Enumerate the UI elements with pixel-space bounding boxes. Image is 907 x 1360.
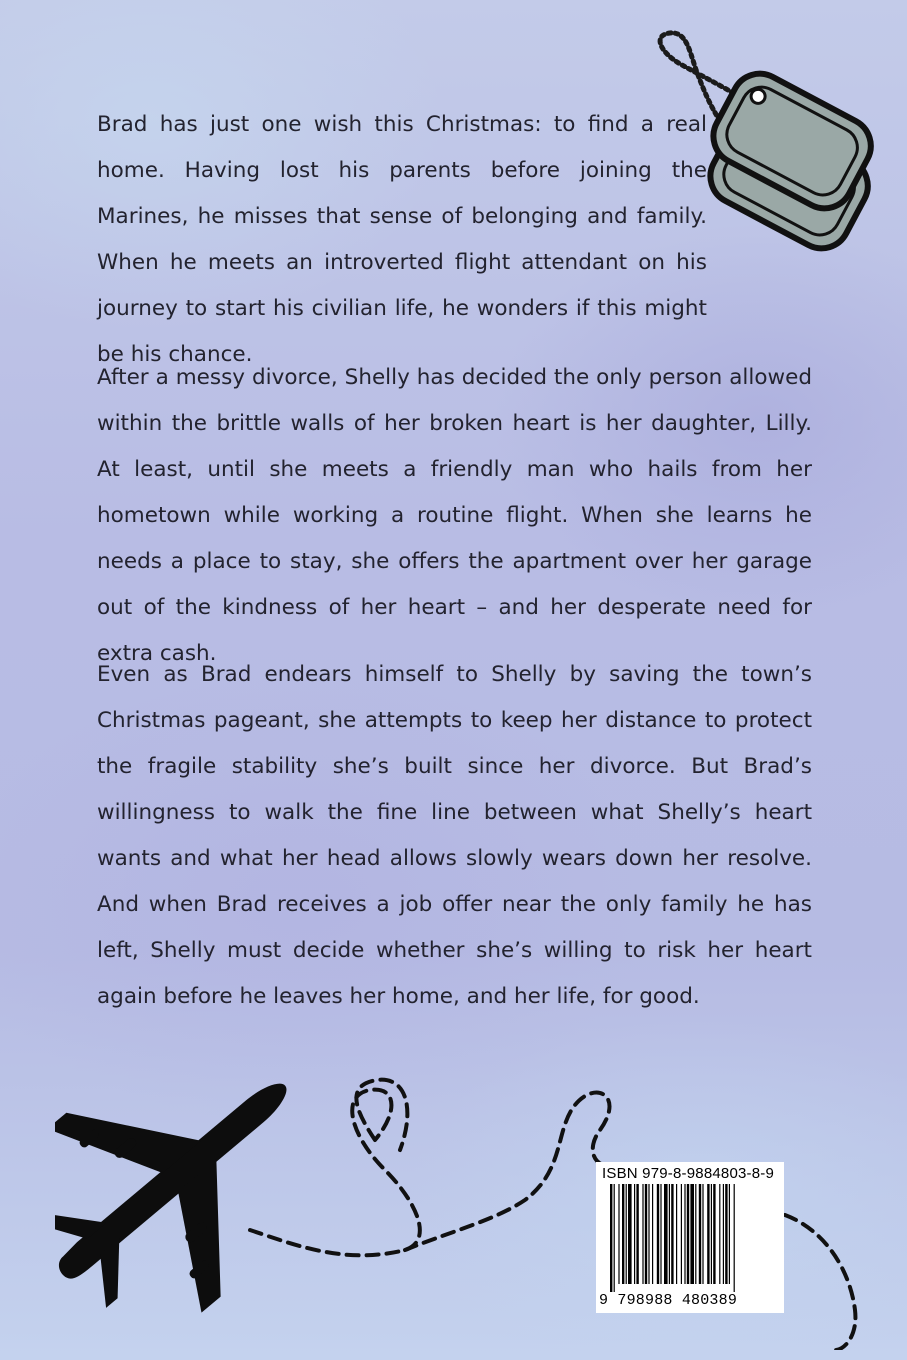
barcode-bar bbox=[687, 1184, 689, 1284]
blurb-paragraph-3: Even as Brad endears himself to Shelly by saving the town’s Christmas pageant, she attempts to keep her distance to protect the fragile stability she’s built since her divorce. But Brad’s willingness to walk the fine line between what Shelly’s heart wants and what her head allows slowly wears down her resolve. And when Brad receives a job offer near the only family he has left, Shelly must decide whether she’s willing to risk her heart again before he leaves her home, and her life, for good. bbox=[97, 662, 812, 1009]
barcode-bar bbox=[684, 1184, 685, 1284]
barcode-bar bbox=[729, 1184, 730, 1284]
barcode-bar bbox=[626, 1184, 627, 1284]
barcode-bar bbox=[648, 1184, 649, 1284]
barcode-bar bbox=[734, 1184, 735, 1292]
barcode-bar bbox=[628, 1184, 632, 1284]
blurb-paragraph-1: Brad has just one wish this Christmas: to find a real home. Having lost his parents before joining the Marines, he misses that sense of belonging and family. When he meets an introverted flight attendant on his journey to start his civilian life, he wonders if this might be his chance. bbox=[97, 112, 707, 367]
barcode-bar bbox=[707, 1184, 709, 1284]
barcode-bar bbox=[652, 1184, 653, 1284]
isbn-label: ISBN 979-8-9884803-8-9 bbox=[602, 1165, 775, 1182]
barcode-bars-icon bbox=[610, 1184, 776, 1292]
barcode-bar bbox=[695, 1184, 696, 1284]
barcode-bar bbox=[618, 1184, 619, 1284]
barcode-bar bbox=[660, 1184, 661, 1284]
barcode-bar bbox=[610, 1184, 612, 1292]
barcode-bar bbox=[622, 1184, 624, 1284]
barcode-bar bbox=[671, 1184, 673, 1284]
blurb-paragraph-2: After a messy divorce, Shelly has decided the only person allowed within the brittle walls of her broken heart is her daughter, Lilly. At least, until she meets a friendly man who hails from her hometown while working a routine flight. When she learns he needs a place to stay, she offers the apartment over her garage out of the kindness of her heart – and her desperate need for extra cash. bbox=[97, 365, 812, 666]
barcode-bar bbox=[723, 1184, 724, 1284]
barcode-bar bbox=[713, 1184, 715, 1284]
barcode-bar bbox=[719, 1184, 720, 1284]
barcode-bar bbox=[645, 1184, 647, 1284]
barcode-bar bbox=[699, 1184, 701, 1284]
barcode-bar bbox=[664, 1184, 668, 1284]
barcode-number: 9 798988 480389 bbox=[599, 1292, 738, 1309]
isbn-barcode bbox=[596, 1162, 784, 1313]
barcode-bar bbox=[614, 1184, 615, 1292]
barcode-bar bbox=[676, 1184, 677, 1284]
barcode-bar bbox=[657, 1184, 659, 1284]
barcode-bar bbox=[702, 1184, 703, 1284]
barcode-bar bbox=[725, 1184, 727, 1284]
barcode-bar bbox=[711, 1184, 712, 1284]
barcode-bar bbox=[642, 1184, 643, 1284]
barcode-bar bbox=[690, 1184, 694, 1284]
barcode-bar bbox=[669, 1184, 670, 1284]
barcode-bar bbox=[636, 1184, 638, 1284]
barcode-bar bbox=[681, 1184, 682, 1284]
barcode-bar bbox=[634, 1184, 635, 1284]
